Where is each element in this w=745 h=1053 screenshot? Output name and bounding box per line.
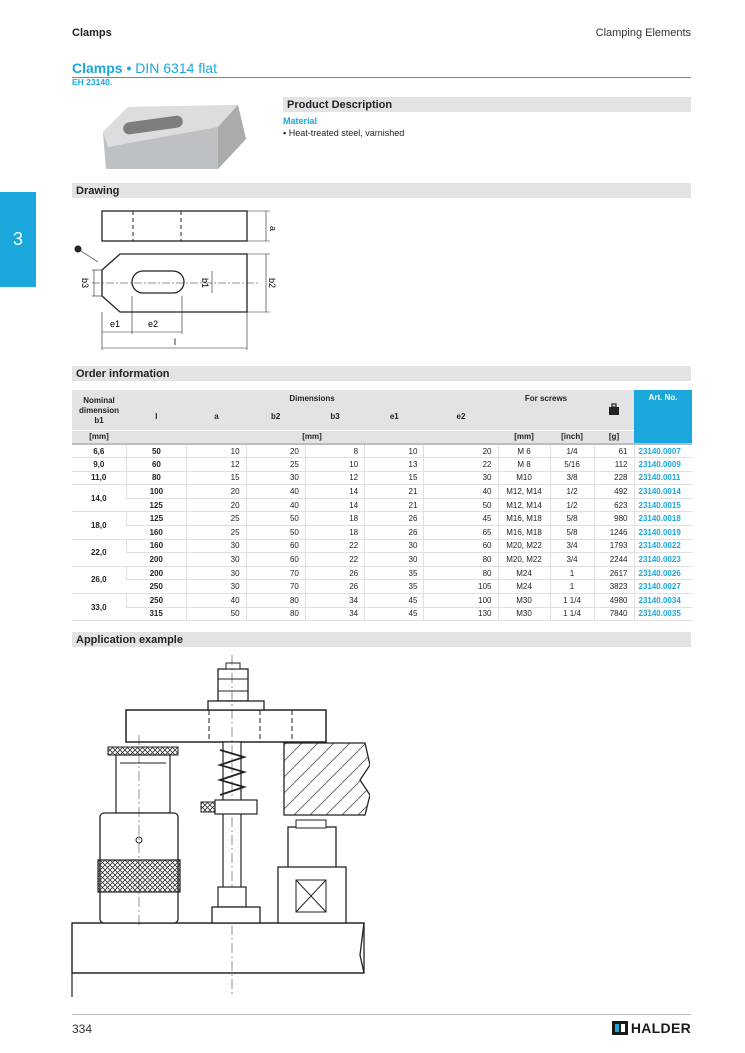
- cell-g: 623: [594, 498, 634, 512]
- table-row: [72, 580, 692, 594]
- cell-art[interactable]: 23140.0035: [634, 607, 692, 621]
- title-name: Clamps: [72, 60, 123, 76]
- cell-l: 50: [126, 444, 187, 458]
- cell-l: 125: [126, 498, 187, 512]
- cell-g: 3823: [594, 580, 634, 594]
- cell-e2: 30: [424, 471, 498, 485]
- cell-l: 200: [126, 553, 187, 567]
- chapter-tab: 3: [0, 192, 36, 287]
- cell-inch: 1: [550, 566, 594, 580]
- cell-art[interactable]: 23140.0011: [634, 471, 692, 485]
- cell-b1: 14,0: [72, 485, 126, 512]
- cell-e1: 10: [365, 444, 424, 458]
- header-section: Clamping Elements: [595, 27, 691, 39]
- cell-e2: 22: [424, 458, 498, 472]
- footer-divider: [72, 1014, 691, 1015]
- cell-b2: 60: [246, 539, 305, 553]
- cell-e1: 13: [365, 458, 424, 472]
- cell-g: 492: [594, 485, 634, 499]
- cell-mm: M12, M14: [498, 498, 550, 512]
- cell-l: 100: [126, 485, 187, 499]
- unit-screw-mm: [mm]: [498, 430, 550, 444]
- cell-e2: 80: [424, 553, 498, 567]
- cell-e2: 65: [424, 526, 498, 540]
- cell-e2: 40: [424, 485, 498, 499]
- unit-screw-inch: [inch]: [550, 430, 594, 444]
- cell-art[interactable]: 23140.0014: [634, 485, 692, 499]
- cell-art[interactable]: 23140.0023: [634, 553, 692, 567]
- table-row: [72, 485, 692, 499]
- cell-l: 200: [126, 566, 187, 580]
- material-item: ▪ Heat-treated steel, varnished: [283, 128, 405, 138]
- cell-a: 25: [187, 512, 246, 526]
- col-b3: b3: [305, 404, 364, 430]
- cell-g: 980: [594, 512, 634, 526]
- cell-b2: 80: [246, 607, 305, 621]
- cell-e2: 50: [424, 498, 498, 512]
- cell-mm: M10: [498, 471, 550, 485]
- drawing-heading: Drawing: [72, 183, 691, 198]
- cell-b3: 22: [305, 553, 364, 567]
- cell-a: 25: [187, 526, 246, 540]
- cell-b3: 26: [305, 566, 364, 580]
- table-row: [72, 566, 692, 580]
- cell-inch: 1: [550, 580, 594, 594]
- cell-e2: 60: [424, 539, 498, 553]
- col-e1: e1: [365, 404, 424, 430]
- label-e2: e2: [148, 319, 159, 329]
- col-art-no: Art. No.: [634, 390, 692, 444]
- table-row: [72, 607, 692, 621]
- table-row: [72, 458, 692, 472]
- col-nominal: [72, 390, 126, 430]
- cell-b3: 22: [305, 539, 364, 553]
- cell-g: 2244: [594, 553, 634, 567]
- title-norm: DIN 6314 flat: [135, 60, 217, 76]
- cell-a: 30: [187, 539, 246, 553]
- cell-b3: 18: [305, 512, 364, 526]
- cell-b2: 60: [246, 553, 305, 567]
- page-number: 334: [72, 1022, 93, 1036]
- cell-l: 250: [126, 580, 187, 594]
- table-row: [72, 471, 692, 485]
- cell-b3: 34: [305, 607, 364, 621]
- cell-art[interactable]: 23140.0009: [634, 458, 692, 472]
- cell-mm: M 6: [498, 444, 550, 458]
- cell-mm: M12, M14: [498, 485, 550, 499]
- cell-inch: 3/4: [550, 539, 594, 553]
- cell-g: 61: [594, 444, 634, 458]
- cell-e2: 20: [424, 444, 498, 458]
- label-b2: b2: [267, 278, 277, 289]
- cell-g: 7840: [594, 607, 634, 621]
- cell-inch: 3/8: [550, 471, 594, 485]
- material-text: Heat-treated steel, varnished: [288, 128, 405, 138]
- label-b1: b1: [200, 278, 210, 289]
- cell-b3: 8: [305, 444, 364, 458]
- cell-e1: 45: [365, 594, 424, 608]
- cell-b2: 70: [246, 566, 305, 580]
- cell-e2: 130: [424, 607, 498, 621]
- cell-e1: 35: [365, 580, 424, 594]
- cell-art[interactable]: 23140.0027: [634, 580, 692, 594]
- cell-inch: 1/2: [550, 485, 594, 499]
- cell-art[interactable]: 23140.0018: [634, 512, 692, 526]
- weight-icon: [594, 390, 634, 430]
- cell-b1: 33,0: [72, 594, 126, 621]
- brand-name: HALDER: [630, 1020, 691, 1036]
- cell-l: 250: [126, 594, 187, 608]
- application-illustration: [70, 655, 370, 997]
- unit-weight: [g]: [594, 430, 634, 444]
- cell-inch: 1/2: [550, 498, 594, 512]
- product-image: [98, 97, 248, 175]
- cell-e1: 30: [365, 539, 424, 553]
- label-l: l: [174, 337, 176, 347]
- table-row: [72, 594, 692, 608]
- cell-mm: M24: [498, 580, 550, 594]
- cell-mm: M16, M18: [498, 512, 550, 526]
- cell-b3: 12: [305, 471, 364, 485]
- cell-inch: 5/8: [550, 512, 594, 526]
- application-heading: Application example: [72, 632, 691, 647]
- col-a: a: [187, 404, 246, 430]
- cell-g: 112: [594, 458, 634, 472]
- cell-inch: 3/4: [550, 553, 594, 567]
- cell-art[interactable]: 23140.0026: [634, 566, 692, 580]
- cell-b3: 10: [305, 458, 364, 472]
- order-table: [72, 390, 692, 621]
- cell-a: 30: [187, 566, 246, 580]
- cell-b1: 26,0: [72, 566, 126, 593]
- table-row: [72, 498, 692, 512]
- cell-a: 30: [187, 553, 246, 567]
- cell-inch: 1 1/4: [550, 607, 594, 621]
- col-for-screws: For screws: [498, 390, 594, 404]
- cell-inch: 1 1/4: [550, 594, 594, 608]
- cell-b2: 40: [246, 498, 305, 512]
- cell-b1: 18,0: [72, 512, 126, 539]
- cell-art[interactable]: 23140.0034: [634, 594, 692, 608]
- cell-e1: 21: [365, 485, 424, 499]
- cell-mm: M 8: [498, 458, 550, 472]
- cell-mm: M16, M18: [498, 526, 550, 540]
- cell-e2: 80: [424, 566, 498, 580]
- cell-a: 40: [187, 594, 246, 608]
- cell-b2: 70: [246, 580, 305, 594]
- cell-b3: 14: [305, 485, 364, 499]
- cell-l: 315: [126, 607, 187, 621]
- table-row: [72, 444, 692, 458]
- cell-e1: 45: [365, 607, 424, 621]
- cell-b1: 9,0: [72, 458, 126, 472]
- cell-g: 2617: [594, 566, 634, 580]
- cell-mm: M20, M22: [498, 553, 550, 567]
- cell-b2: 80: [246, 594, 305, 608]
- cell-a: 50: [187, 607, 246, 621]
- cell-art[interactable]: 23140.0007: [634, 444, 692, 458]
- col-e2: e2: [424, 404, 498, 430]
- cell-e2: 100: [424, 594, 498, 608]
- halder-logo-icon: [612, 1021, 628, 1035]
- cell-a: 30: [187, 580, 246, 594]
- label-a: a: [268, 226, 278, 232]
- brand-logo: [612, 1020, 691, 1036]
- cell-e1: 15: [365, 471, 424, 485]
- cell-a: 15: [187, 471, 246, 485]
- cell-e2: 105: [424, 580, 498, 594]
- cell-b3: 18: [305, 526, 364, 540]
- cell-b2: 20: [246, 444, 305, 458]
- cell-l: 160: [126, 526, 187, 540]
- technical-drawing: [70, 202, 280, 354]
- cell-inch: 5/8: [550, 526, 594, 540]
- cell-g: 1246: [594, 526, 634, 540]
- title-separator: •: [126, 60, 132, 76]
- cell-b2: 50: [246, 512, 305, 526]
- cell-b3: 26: [305, 580, 364, 594]
- unit-dims: [mm]: [126, 430, 498, 444]
- cell-b2: 30: [246, 471, 305, 485]
- cell-mm: M30: [498, 607, 550, 621]
- order-table-body: [72, 444, 692, 621]
- table-row: [72, 512, 692, 526]
- table-row: [72, 553, 692, 567]
- order-info-heading: Order information: [72, 366, 691, 381]
- cell-b1: 22,0: [72, 539, 126, 566]
- header-category: Clamps: [72, 27, 112, 39]
- cell-inch: 1/4: [550, 444, 594, 458]
- cell-b1: 6,6: [72, 444, 126, 458]
- cell-l: 160: [126, 539, 187, 553]
- cell-art[interactable]: 23140.0015: [634, 498, 692, 512]
- cell-e1: 35: [365, 566, 424, 580]
- nominal-line2: dimension: [78, 406, 119, 416]
- table-row: [72, 539, 692, 553]
- page-title: [72, 60, 691, 78]
- cell-g: 1793: [594, 539, 634, 553]
- cell-b2: 25: [246, 458, 305, 472]
- cell-e1: 30: [365, 553, 424, 567]
- product-description-heading: Product Description: [283, 97, 691, 112]
- cell-art[interactable]: 23140.0019: [634, 526, 692, 540]
- cell-inch: 5/16: [550, 458, 594, 472]
- cell-l: 60: [126, 458, 187, 472]
- cell-b3: 34: [305, 594, 364, 608]
- cell-a: 12: [187, 458, 246, 472]
- cell-b2: 40: [246, 485, 305, 499]
- unit-nominal: [mm]: [72, 430, 126, 444]
- cell-b2: 50: [246, 526, 305, 540]
- cell-mm: M20, M22: [498, 539, 550, 553]
- label-e1: e1: [110, 319, 121, 329]
- col-dimensions: Dimensions: [126, 390, 498, 404]
- table-row: [72, 526, 692, 540]
- col-b2: b2: [246, 404, 305, 430]
- cell-a: 20: [187, 498, 246, 512]
- nominal-line1: Nominal: [83, 396, 115, 406]
- cell-e1: 26: [365, 526, 424, 540]
- cell-g: 228: [594, 471, 634, 485]
- cell-l: 80: [126, 471, 187, 485]
- cell-e2: 45: [424, 512, 498, 526]
- cell-mm: M30: [498, 594, 550, 608]
- cell-mm: M24: [498, 566, 550, 580]
- label-b3: b3: [80, 278, 90, 289]
- cell-a: 20: [187, 485, 246, 499]
- cell-b3: 14: [305, 498, 364, 512]
- cell-a: 10: [187, 444, 246, 458]
- material-label: Material: [283, 116, 318, 126]
- nominal-symbol: b1: [94, 416, 104, 426]
- cell-g: 4980: [594, 594, 634, 608]
- article-group: EH 23140.: [72, 77, 113, 87]
- col-l: l: [126, 404, 187, 430]
- cell-e1: 21: [365, 498, 424, 512]
- cell-l: 125: [126, 512, 187, 526]
- cell-b1: 11,0: [72, 471, 126, 485]
- cell-art[interactable]: 23140.0022: [634, 539, 692, 553]
- cell-e1: 26: [365, 512, 424, 526]
